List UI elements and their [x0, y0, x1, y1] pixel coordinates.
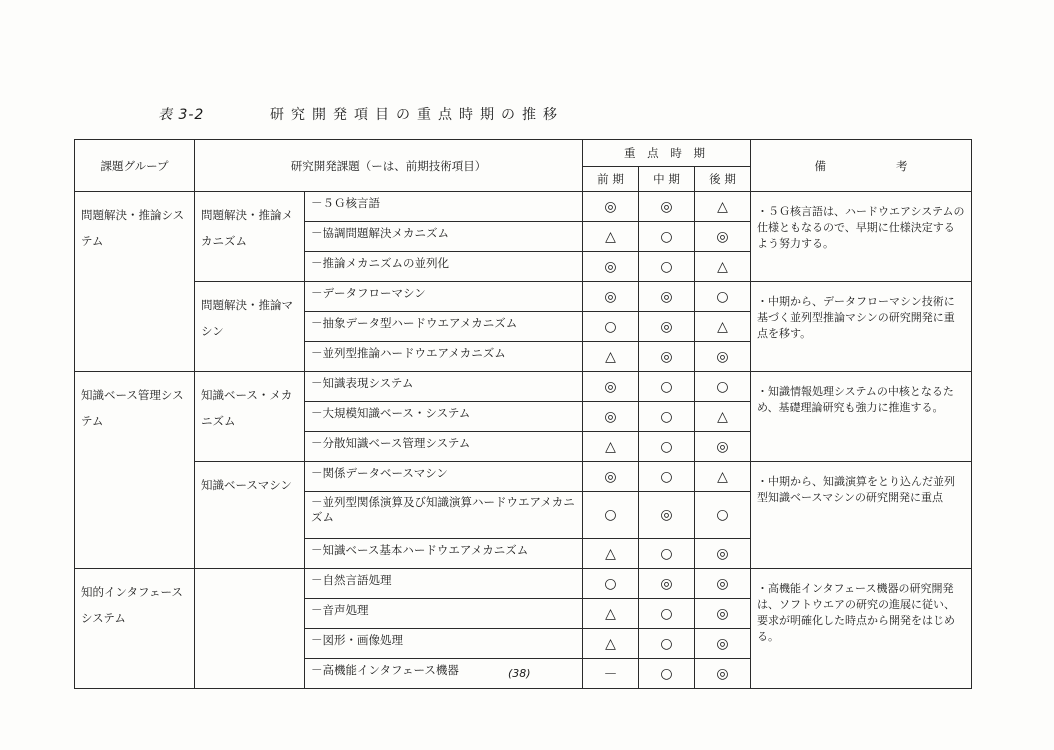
topic-cell: －関係データベースマシン [305, 462, 583, 492]
group-name: 知識ベース管理システム [75, 372, 195, 569]
priority-late: ○ [695, 372, 751, 402]
priority-late: △ [695, 192, 751, 222]
priority-late: ◎ [695, 432, 751, 462]
priority-early: ○ [583, 492, 639, 539]
topic-cell: －自然言語処理 [305, 569, 583, 599]
priority-middle: ○ [639, 432, 695, 462]
header-remarks-b: 考 [896, 158, 908, 173]
priority-middle: ◎ [639, 282, 695, 312]
priority-late: ◎ [695, 599, 751, 629]
subgroup-name: 問題解決・推論メカニズム [195, 192, 305, 282]
header-group: 課題グループ [75, 140, 195, 192]
priority-late: ◎ [695, 539, 751, 569]
remarks-cell: ・５Ｇ核言語は、ハードウエアシステムの仕様ともなるので、早期に仕様決定するよう努力する。 [751, 192, 972, 282]
header-remarks [751, 140, 972, 192]
topic-cell: －５Ｇ核言語 [305, 192, 583, 222]
priority-middle: ◎ [639, 342, 695, 372]
group-name: 知的インタフェースシステム [75, 569, 195, 689]
priority-table [74, 139, 972, 689]
priority-late: ◎ [695, 629, 751, 659]
table-row [75, 372, 972, 402]
table-row [75, 282, 972, 312]
header-remarks-a: 備 [814, 158, 826, 173]
header-topics: 研究開発課題（ーは、前期技術項目） [195, 140, 583, 192]
remarks-cell: ・知識情報処理システムの中核となるため、基礎理論研究も強力に推進する。 [751, 372, 972, 462]
priority-early: － [583, 659, 639, 689]
priority-early: △ [583, 629, 639, 659]
topic-cell: －分散知識ベース管理システム [305, 432, 583, 462]
priority-late: △ [695, 402, 751, 432]
priority-early: ◎ [583, 192, 639, 222]
priority-middle: ◎ [639, 192, 695, 222]
priority-middle: ◎ [639, 492, 695, 539]
priority-late: ○ [695, 492, 751, 539]
topic-cell: －推論メカニズムの並列化 [305, 252, 583, 282]
priority-late: ◎ [695, 222, 751, 252]
table-title: 研究開発項目の重点時期の推移 [270, 107, 564, 123]
table-row [75, 569, 972, 599]
page-number: (38) [508, 667, 531, 680]
priority-late: △ [695, 462, 751, 492]
priority-early: ◎ [583, 372, 639, 402]
priority-early: ○ [583, 569, 639, 599]
priority-middle: ○ [639, 599, 695, 629]
topic-cell: －協調問題解決メカニズム [305, 222, 583, 252]
priority-middle: ○ [639, 222, 695, 252]
priority-middle: ○ [639, 659, 695, 689]
priority-early: ◎ [583, 462, 639, 492]
priority-middle: ○ [639, 372, 695, 402]
priority-late: △ [695, 312, 751, 342]
topic-cell: －高機能インタフェース機器 [305, 659, 583, 689]
priority-early: ◎ [583, 252, 639, 282]
priority-middle: ○ [639, 402, 695, 432]
remarks-cell: ・中期から、知識演算をとり込んだ並列型知識ベースマシンの研究開発に重点 [751, 462, 972, 569]
priority-middle: ◎ [639, 569, 695, 599]
table-caption [158, 104, 564, 124]
priority-middle: ○ [639, 539, 695, 569]
priority-middle: ○ [639, 462, 695, 492]
priority-early: ○ [583, 312, 639, 342]
remarks-cell: ・高機能インタフェース機器の研究開発は、ソフトウエアの研究の進展に従い、要求が明確化した時点から開発をはじめる。 [751, 569, 972, 689]
topic-cell: －データフローマシン [305, 282, 583, 312]
priority-middle: ◎ [639, 312, 695, 342]
topic-cell: －並列型関係演算及び知識演算ハードウエアメカニズム [305, 492, 583, 539]
subgroup-name: 知識ベースマシン [195, 462, 305, 569]
priority-early: △ [583, 342, 639, 372]
priority-late: ○ [695, 282, 751, 312]
subgroup-name: 問題解決・推論マシン [195, 282, 305, 372]
priority-middle: ○ [639, 252, 695, 282]
topic-cell: －音声処理 [305, 599, 583, 629]
subgroup-name [195, 569, 305, 689]
table-row [75, 462, 972, 492]
subgroup-name: 知識ベース・メカニズム [195, 372, 305, 462]
table-number: 表 3-2 [158, 107, 205, 123]
topic-cell: －知識ベース基本ハードウエアメカニズム [305, 539, 583, 569]
topic-cell: －図形・画像処理 [305, 629, 583, 659]
table-row [75, 192, 972, 222]
priority-late: ◎ [695, 569, 751, 599]
topic-cell: －大規模知識ベース・システム [305, 402, 583, 432]
priority-early: △ [583, 539, 639, 569]
priority-early: △ [583, 599, 639, 629]
priority-late: △ [695, 252, 751, 282]
topic-cell: －並列型推論ハードウエアメカニズム [305, 342, 583, 372]
header-early: 前 期 [583, 167, 639, 192]
priority-early: △ [583, 222, 639, 252]
group-name: 問題解決・推論システム [75, 192, 195, 372]
topic-cell: －抽象データ型ハードウエアメカニズム [305, 312, 583, 342]
header-timing: 重 点 時 期 [583, 140, 751, 167]
priority-early: ◎ [583, 402, 639, 432]
topic-cell: －知識表現システム [305, 372, 583, 402]
priority-early: △ [583, 432, 639, 462]
priority-late: ◎ [695, 342, 751, 372]
header-late: 後 期 [695, 167, 751, 192]
header-middle: 中 期 [639, 167, 695, 192]
priority-late: ◎ [695, 659, 751, 689]
priority-early: ◎ [583, 282, 639, 312]
remarks-cell: ・中期から、データフローマシン技術に基づく並列型推論マシンの研究開発に重点を移す。 [751, 282, 972, 372]
priority-middle: ○ [639, 629, 695, 659]
